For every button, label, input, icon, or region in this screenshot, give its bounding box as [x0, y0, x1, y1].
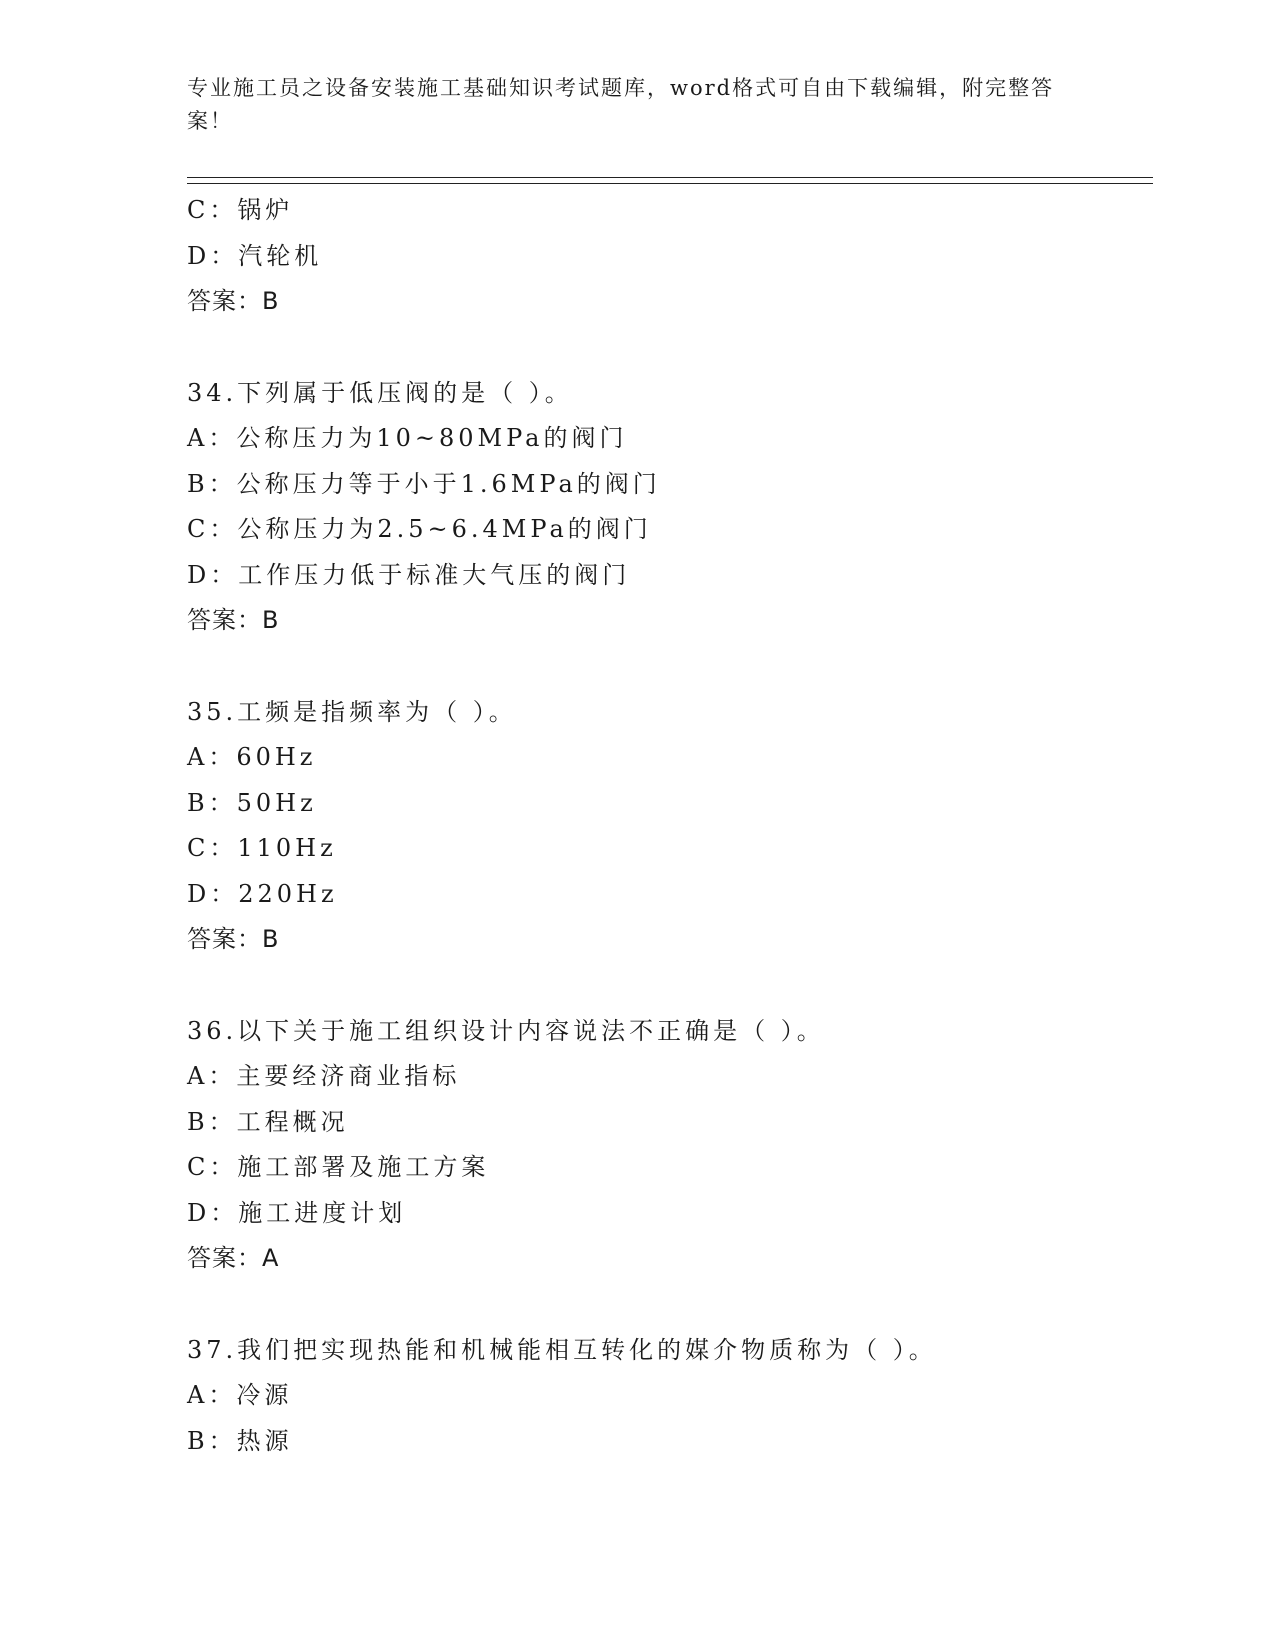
option-c: C：110Hz — [187, 834, 337, 862]
option-b: B：50Hz — [187, 788, 317, 817]
question-content — [187, 188, 1147, 1464]
answer: 答案：B — [187, 606, 280, 634]
question-stem: 34.下列属于低压阀的是（ ）。 — [187, 378, 573, 407]
question-stem: 35.工频是指频率为（ ）。 — [187, 697, 517, 726]
option-d: D：220Hz — [187, 879, 338, 908]
answer: 答案：A — [187, 1244, 280, 1272]
option-c: C：公称压力为2.5~6.4MPa的阀门 — [187, 515, 652, 543]
header-divider-top — [187, 177, 1153, 178]
option-d: D：汽轮机 — [187, 241, 323, 270]
option-a: A：60Hz — [187, 743, 317, 771]
option-c: C：锅炉 — [187, 196, 294, 224]
option-a: A：冷源 — [187, 1381, 293, 1409]
option-b: B：公称压力等于小于1.6MPa的阀门 — [187, 469, 661, 498]
option-a: A：公称压力为10~80MPa的阀门 — [187, 424, 628, 452]
answer: 答案：B — [187, 287, 280, 315]
spacer — [187, 963, 1147, 1009]
option-a: A：主要经济商业指标 — [187, 1062, 461, 1090]
question-stem: 36.以下关于施工组织设计内容说法不正确是（ ）。 — [187, 1016, 825, 1045]
question-stem: 37.我们把实现热能和机械能相互转化的媒介物质称为（ ）。 — [187, 1335, 937, 1364]
option-c: C：施工部署及施工方案 — [187, 1153, 490, 1181]
option-b: B：热源 — [187, 1426, 293, 1455]
header-divider-bottom — [187, 183, 1153, 184]
spacer — [187, 325, 1147, 371]
option-d: D：施工进度计划 — [187, 1198, 407, 1227]
option-b: B：工程概况 — [187, 1107, 349, 1136]
option-d: D：工作压力低于标准大气压的阀门 — [187, 560, 631, 589]
document-header: 专业施工员之设备安装施工基础知识考试题库，word格式可自由下载编辑，附完整答案！ — [187, 76, 1055, 133]
spacer — [187, 644, 1147, 690]
spacer — [187, 1282, 1147, 1328]
answer: 答案：B — [187, 925, 280, 953]
